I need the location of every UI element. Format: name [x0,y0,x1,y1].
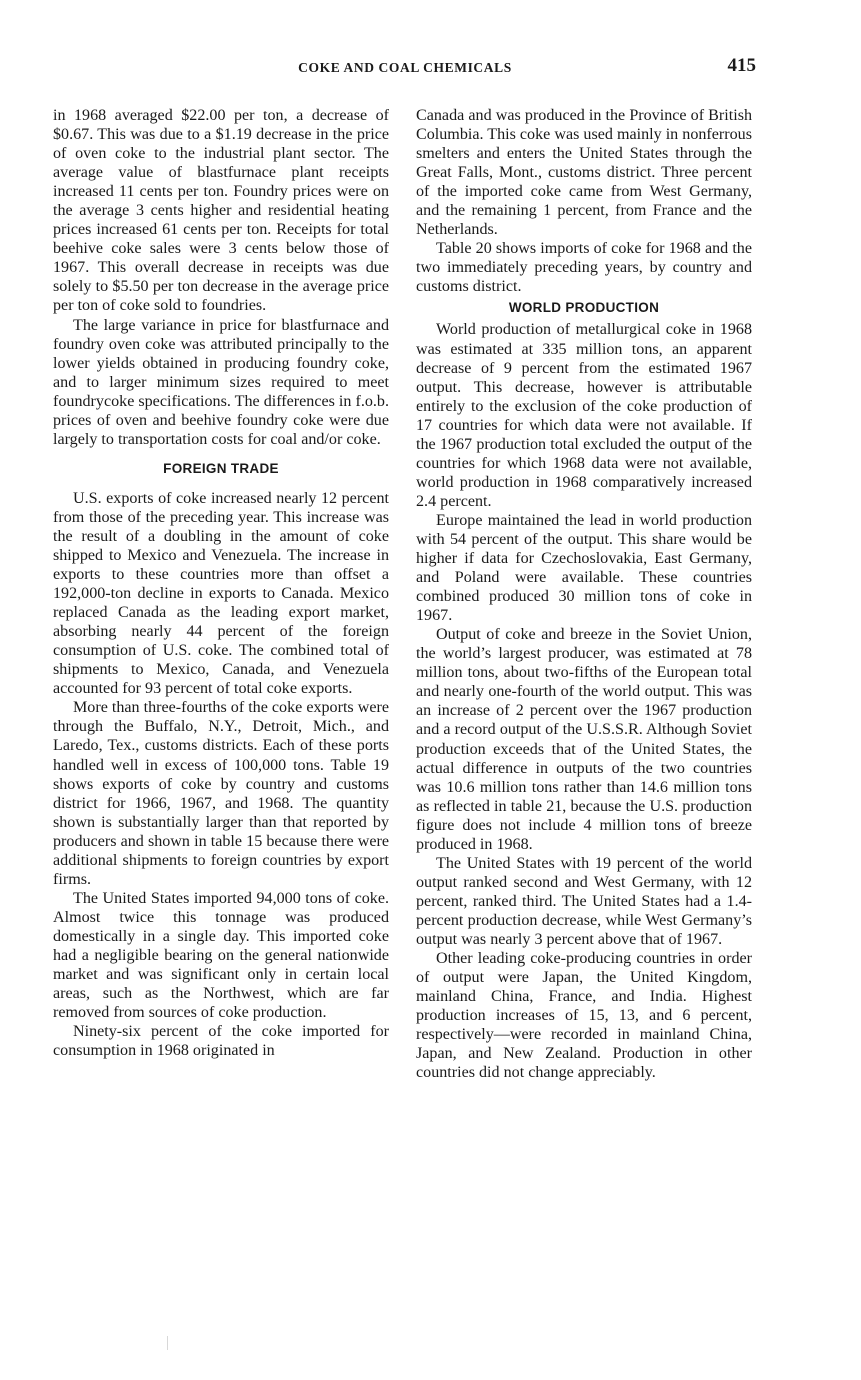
paragraph: Output of coke and breeze in the Soviet Union, the world’s largest producer, was estimated at 78 million tons, about two-fifths of the European total and nearly one-fourth of the world output. This was an increase of 2 percent over the 1967 production and a record output of the U.S.S.R. Although Soviet production exceeds that of the United States, the actual difference in outputs of the two countries was 10.6 million tons rather than 14.6 million tons as reflected in table 21, because the U.S. production figure does not include 4 million tons of breeze produced in 1968. [416,626,752,853]
paragraph: The United States with 19 percent of the world output ranked second and West Germany, with 12 percent, ranked third. The United States had a 1.4-percent production decrease, while West Germany’s output was nearly 3 percent above that of 1967. [416,854,752,948]
scan-mark [167,1336,168,1350]
running-head: COKE AND COAL CHEMICALS [298,60,512,75]
left-column [53,106,389,1060]
section-heading-world-production: WORLD PRODUCTION [508,300,660,316]
section-heading-foreign-trade: FOREIGN TRADE [163,460,279,476]
right-column [416,106,752,1082]
paragraph: in 1968 averaged $22.00 per ton, a decrease of $0.67. This was due to a $1.19 decrease in the price of oven coke to the industrial plant sector. The average value of blastfurnace plant receipts increased 11 cents per ton. Foundry prices were on the average 3 cents higher and residential heating prices increased 61 cents per ton. Receipts for total beehive coke sales were 3 cents below those of 1967. This overall decrease in receipts was due solely to $5.50 per ton decrease in the average price per ton of coke sold to foundries. [53,107,389,315]
paragraph: Ninety-six percent of the coke imported for consumption in 1968 originated in [53,1023,389,1060]
paragraph: The large variance in price for blastfurnace and foundry oven coke was attributed principally to the lower yields obtained in producing foundry coke, and to larger minimum sizes required to meet foundrycoke specifications. The differences in f.o.b. prices of oven and beehive foundry coke were due largely to transportation costs for coal and/or coke. [53,316,389,448]
paragraph: U.S. exports of coke increased nearly 12 percent from those of the preceding year. This increase was the result of a doubling in the amount of coke shipped to Mexico and Venezuela. The increase in exports to these countries more than offset a 192,000-ton decline in exports to Canada. Mexico replaced Canada as the leading export market, absorbing nearly 44 percent of the foreign consumption of U.S. coke. The combined total of shipments to Mexico, Canada, and Venezuela accounted for 93 percent of total coke exports. [53,489,389,698]
paragraph: Europe maintained the lead in world production with 54 percent of the output. This share would be higher if data for Czechoslovakia, East Germany, and Poland were available. These countries combined produced 30 million tons of coke in 1967. [416,511,752,625]
paragraph: World production of metallurgical coke in 1968 was estimated at 335 million tons, an apparent decrease of 9 percent from the estimated 1967 output. This decrease, however is attributable entirely to the exclusion of the coke production of 17 countries for which data were not available. If the 1967 production total excluded the output of the countries for which 1968 data were not available, world production in 1968 comparatively increased 2.4 percent. [416,321,752,510]
paragraph: Canada and was produced in the Province of British Columbia. This coke was used mainly in nonferrous smelters and enters the United States through the Great Falls, Mont., customs district. Three percent of the imported coke came from West Germany, and the remaining 1 percent, from France and the Netherlands. [416,107,752,239]
paragraph: Other leading coke-producing countries in order of output were Japan, the United Kingdom, mainland China, France, and India. Highest production increases of 15, 13, and 6 percent, respectively—were recorded in mainland China, Japan, and New Zealand. Production in other countries did not change appreciably. [416,950,752,1082]
paragraph: The United States imported 94,000 tons of coke. Almost twice this tonnage was produced domestically in a single day. This imported coke had a negligible bearing on the general nationwide market and was significant only in certain local areas, such as the Northwest, which are far removed from sources of coke production. [53,889,389,1022]
page-header [54,55,756,80]
page-number: 415 [727,55,756,76]
paragraph: Table 20 shows imports of coke for 1968 and the two immediately preceding years, by country and customs district. [416,240,752,296]
paragraph: More than three-fourths of the coke exports were through the Buffalo, N.Y., Detroit, Mich., and Laredo, Tex., customs districts. Each of these ports handled well in excess of 100,000 tons. Table 19 shows exports of coke by country and customs district for 1966, 1967, and 1968. The quantity shown is substantially larger than that reported by producers and shown in table 15 because there were additional shipments to foreign countries by export firms. [53,699,389,888]
